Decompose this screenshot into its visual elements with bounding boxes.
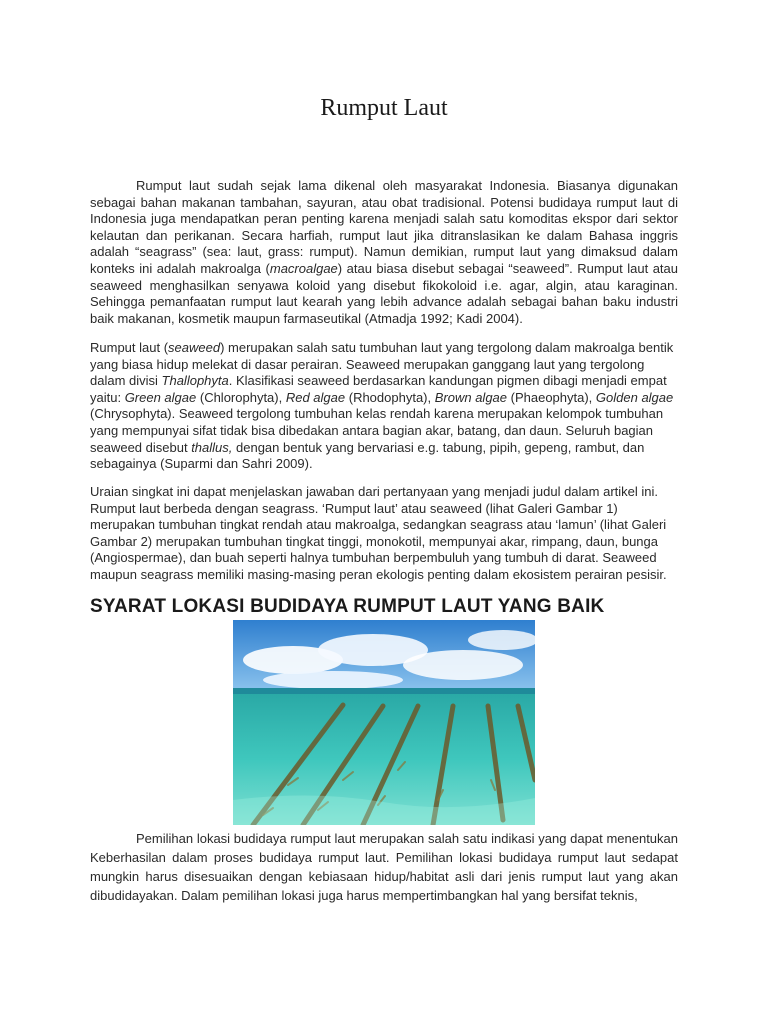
p2-d: (Chlorophyta),	[196, 389, 286, 405]
section-heading: SYARAT LOKASI BUDIDAYA RUMPUT LAUT YANG BAIK	[90, 596, 605, 617]
p2-i4: Red algae	[285, 389, 346, 405]
seagrass-comparison-paragraph: Uraian singkat ini dapat menjelaskan jawaban dari pertanyaan yang menjadi judul dalam artikel ini. Rumput laut berbeda dengan seagrass. ‘Rumput laut’ atau seaweed (lihat Galeri Gambar 1) merupakan tumbuhan tingkat rendah atau makroalga, sedangkan seagrass atau ‘lamun’ (lihat Galeri Gambar 2) merupakan tumbuhan tingkat tinggi, monokotil, mempunyai akar, rimpang, daun, bunga (Angiospermae), dan buah seperti halnya tumbuhan berpembuluh yang tumbuh di darat. Seaweed maupun seagrass memiliki masing-masing peran ekologis penting dalam ekosistem perairan pesisir.	[90, 484, 667, 582]
p2-f: (Phaeophyta),	[507, 389, 596, 405]
p2-a: Rumput laut (	[90, 340, 169, 355]
p2-h: dengan bentuk yang bervariasi e.g. tabung, pipih, gepeng, rambut, dan sebagainya (Suparmi dan Sahri 2009).	[90, 439, 645, 472]
seaweed-farm-illustration	[233, 620, 535, 825]
p2-i5: Brown algae	[434, 389, 508, 405]
intro-paragraph	[90, 178, 678, 327]
location-paragraph: Pemilihan lokasi budidaya rumput laut merupakan salah satu indikasi yang dapat menentukan Keberhasilan dalam proses budidaya rumput laut. Pemilihan lokasi budidaya rumput laut sedapat mungkin harus disesuaikan dengan kebiasaan hidup/habitat asli dari jenis rumput laut yang akan dibudidayakan. Dalam pemilihan lokasi juga harus mempertimbangkan hal yang bersifat teknis,	[90, 831, 678, 903]
page-title: Rumput Laut	[320, 95, 448, 121]
p2-i2: Thallophyta	[161, 373, 229, 389]
paragraph1-rest: ) atau biasa disebut sebagai “seaweed”. Rumput laut atau seaweed menghasilkan senyawa koloid yang disebut fikokoloid i.e. agar, algin, atau karaginan. Sehingga pemanfaatan rumput laut kearah yang lebih advance adalah sebagai bahan baku industri baik makanan, kosmetik maupun farmaseutikal (Atmadja 1992; Kadi 2004).	[90, 260, 678, 326]
p2-i1: seaweed	[168, 340, 221, 355]
p2-b: ) merupakan salah satu tumbuhan laut yang tergolong dalam makroalga bentik yang biasa hidup melekat di dasar perairan. Seaweed merupakan ganggang laut yang tergolong dalam divisi	[90, 340, 674, 389]
paragraph1-italic: macroalgae	[269, 260, 338, 276]
p2-i6: Golden algae	[595, 389, 674, 405]
p2-i3: Green algae	[124, 389, 197, 405]
p2-c: . Klasifikasi seaweed berdasarkan kandungan pigmen dibagi menjadi empat yaitu:	[90, 373, 667, 405]
p2-g: (Chrysophyta). Seaweed tergolong tumbuhan kelas rendah karena merupakan kelompok tumbuhan yang mempunyai sifat tidak bisa dibedakan antara bagian akar, batang, dan daun. Seluruh bagian seaweed disebut	[90, 406, 664, 455]
p2-i7: thallus,	[191, 439, 233, 455]
seaweed-definition-paragraph	[90, 340, 678, 473]
paragraph1-text: Rumput laut sudah sejak lama dikenal oleh masyarakat Indonesia. Biasanya digunakan sebagai bahan makanan tambahan, sayuran, atau obat tradisional. Potensi budidaya rumput laut di Indonesia juga mendapatkan peran penting karena menjadi salah satu komoditas ekspor dari sektor kelautan dan perikanan. Secara harfiah, rumput laut jika ditranslasikan ke dalam Bahasa inggris adalah “seagrass” (sea: laut, grass: rumput). Namun demikian, rumput laut yang dimaksud dalam konteks ini adalah makroalga (	[90, 178, 678, 276]
p2-e: (Rhodophyta),	[345, 389, 435, 405]
seaweed-farm-photo	[233, 620, 535, 825]
